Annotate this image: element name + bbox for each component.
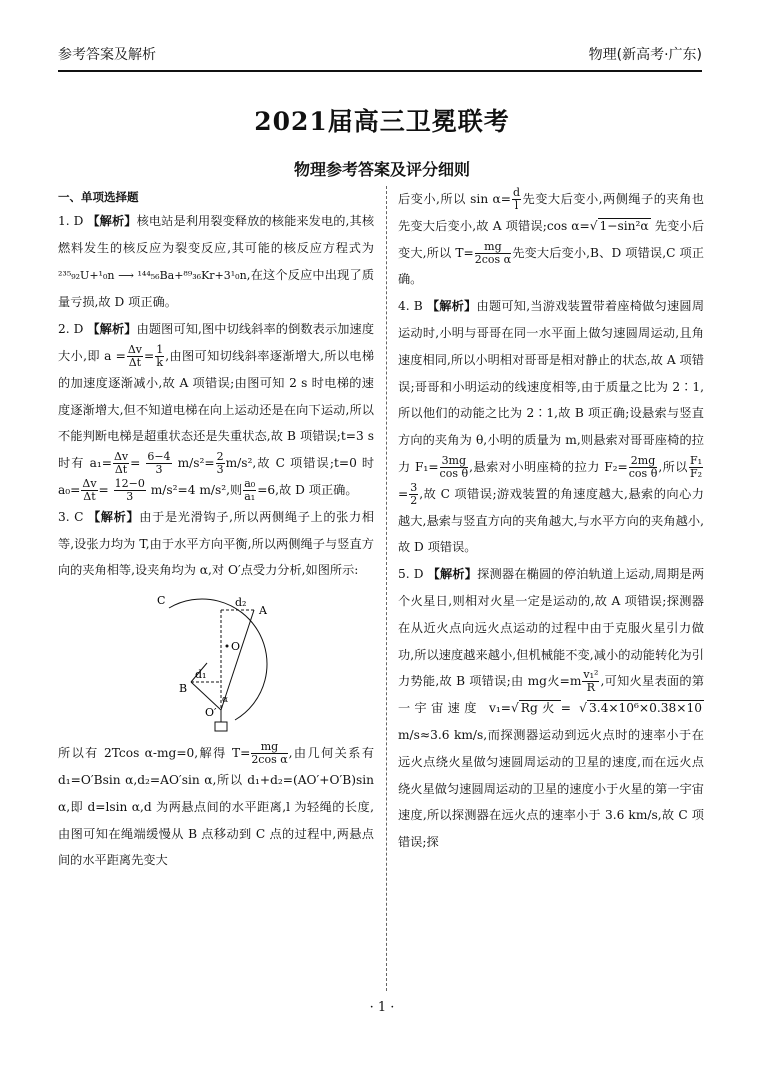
frac-den: 3 <box>155 463 163 477</box>
frac-f1-f2 <box>689 455 703 480</box>
answer-3-cont <box>58 740 374 874</box>
frac-num: d <box>512 186 521 199</box>
page-title: 2021届高三卫冕联考 <box>254 107 510 136</box>
q3c-text3: 先变小后变大,所以 T= <box>398 218 705 260</box>
frac-den: Δt <box>83 489 96 503</box>
analysis-tag: 【解析】 <box>87 509 140 524</box>
frac-mg-2cos <box>251 741 287 766</box>
frac-den: 2cos α <box>474 252 512 266</box>
center-point-o <box>226 645 229 648</box>
hanging-weight <box>215 722 227 731</box>
q2-text5: m/s²,故 C 项错误; <box>225 456 334 471</box>
header-rule <box>58 70 702 72</box>
frac-num: F₁ <box>689 453 702 467</box>
frac-dv-dt <box>81 478 97 503</box>
frac-num: 12−0 <box>114 476 145 490</box>
frac-den: 2cos α <box>251 753 288 767</box>
q2-text4: m/s²= <box>177 456 215 471</box>
frac-num: mg <box>475 241 511 254</box>
sqrt-rg: Rg火 <box>520 701 559 716</box>
frac-3mg <box>440 455 469 480</box>
frac-den: F₂ <box>689 466 702 480</box>
analysis-tag: 【解析】 <box>427 567 478 582</box>
frac-d-l <box>512 187 521 212</box>
analysis-tag: 【解析】 <box>87 214 137 228</box>
frac-1-k <box>155 344 164 369</box>
eq-sign: = <box>98 482 109 497</box>
label-o-prime: O′ <box>205 706 217 720</box>
column-divider <box>386 186 387 991</box>
right-column <box>398 186 704 856</box>
q4-number: 4. B <box>398 299 423 314</box>
frac-num: 6−4 <box>147 450 171 464</box>
eq-sign: = <box>560 701 571 716</box>
q3c-text4: 先变大后变小,B、D 项错误,C 项正确。 <box>398 245 704 287</box>
label-alpha: α <box>222 695 229 706</box>
analysis-tag: 【解析】 <box>87 322 137 337</box>
frac-num: v₁² <box>583 668 599 682</box>
frac-den: 3 <box>216 463 224 477</box>
q4-text4: ,故 C 项错误;游戏装置的角速度越大,悬索的向心力越大,悬索与竖直方向的夹角越大,与水平方向的夹角越小,故 D 项错误。 <box>398 486 704 555</box>
analysis-tag: 【解析】 <box>426 299 477 314</box>
q3-text1: 由于是光滑钩子,所以两侧绳子上的张力相等,设张力均为 T,由于水平方向平衡,所以两侧绳子与竖直方向的夹角相等,设夹角均为 α,对 O′点受力分析,如图所示: <box>58 509 375 578</box>
eq-sign: = <box>144 348 155 363</box>
frac-den: 3 <box>126 489 134 503</box>
sqrt-cos: 1−sin²α <box>599 218 649 233</box>
frac-den: k <box>156 355 164 369</box>
q1-equation: ²³⁵₉₂U+¹₀n ⟶ ¹⁴⁴₅₆Ba+⁸⁹₃₆Kr+3¹₀n <box>58 268 247 282</box>
page-number: · 1 · <box>369 1000 395 1015</box>
label-c: C <box>157 594 166 608</box>
frac-12-0 <box>114 478 146 503</box>
frac-mg-2cos <box>475 241 511 266</box>
header-right: 物理(新高考·广东) <box>588 47 702 63</box>
frac-den: Δt <box>128 355 142 369</box>
answer-3 <box>58 504 374 584</box>
answer-5: 5. D 【解析】探测器在椭圆的停泊轨道上运动,周期是两个火星日,则相对火星一定是运动的,故 A 项错误;探测器在从近火点向远火点运动的过程中由于克服火星引力做功,所以速度越来越小,但机械能不变,减小的动能转化为引力势能,故 B 项错误;由 mg火=m $\frac{\text{v₁²}}{R}$ ,可知火星表面的第一宇宙速度 v₁=√ Rg火 = √ 3.4×10⁶×0.38×10 m/s≈3.6 km/s,而探测器运动到远火点时的速率小于在远火点绕火星做匀速圆周运动的卫星的速度,而在远火点绕火星做匀速圆周运动的卫星的速度小于火星的第一宇宙速度,所以探测器在远火点的速率小于 3.6 km/s,故 C 项错误;探 <box>398 567 705 850</box>
q2-text7: m/s²=4 m/s²,则 <box>150 482 243 497</box>
label-a: A <box>259 604 267 618</box>
q4-text2: ,悬索对小明座椅的拉力 F₂= <box>469 459 628 474</box>
eq-sign: = <box>398 486 409 501</box>
q5-text3: m/s≈3.6 km/s,而探测器运动到远火点时的速率小于在远火点绕火星做匀速圆周运动的卫星的速度,而在远火点绕火星做匀速圆周运动的卫星的速度小于火星的第一宇宙速度,所以探测器在远火点的速率小于 3.6 km/s,故 C 项错误;探 <box>398 727 704 850</box>
frac-num: Δv <box>127 342 142 356</box>
q3-text2: 所以有 2Tcos α-mg=0,解得 T= <box>58 746 251 761</box>
frac-den: R <box>586 681 596 695</box>
label-o: O <box>231 640 241 654</box>
answer-1 <box>58 208 374 316</box>
frac-dv-dt <box>113 451 129 476</box>
q3-number: 3. C <box>58 509 84 524</box>
frac-den: a₁ <box>244 489 256 503</box>
q5-text1: 探测器在椭圆的停泊轨道上运动,周期是两个火星日,则相对火星一定是运动的,故 A 项错误;探测器在从近火点向远火点运动的过程中由于克服火星引力做功,所以速度越来越小,但机械能不变,减小的动能转化为引力势能,故 B 项错误;由 mg火=m <box>398 567 705 689</box>
frac-num: Δv <box>82 476 97 490</box>
q4-text3: ,所以 <box>658 459 688 474</box>
frac-2mg <box>629 455 658 480</box>
q2-text2: ,由图可知切线斜率逐渐增大,所以电梯的加速度逐渐减小,故 A 项错误;由图可知 2 s 时电梯的速度逐渐增大,但不知道电梯在向上运动还是在向下运动,所以不能判断电梯是超重状态还是失重状态,故 B 项错误; <box>58 348 375 444</box>
q1-text1: 核电站是利用裂变释放的核能来发电的,其核燃料发生的核反应为裂变反应,其可能的核反应方程式为 <box>58 214 375 255</box>
left-column <box>58 186 374 874</box>
frac-num: 3 <box>410 480 418 494</box>
section-heading: 一、单项选择题 <box>58 190 139 204</box>
q5-text2: ,可知火星表面的第一宇宙速度 v₁= <box>398 674 705 716</box>
q2-text3: t=3 s 时有 a₁= <box>58 429 374 471</box>
q3-text3: ,由几何关系有 d₁=O′Bsin α,d₂=AO′sin α,所以 d₁+d₂=(AO′+O′B)sin α,即 d=lsin α,d 为两悬点间的水平距离,l 为轻绳的长度,由图可知在绳端缓慢从 B 点移动到 C 点的过程中,两悬点间的水平距离先变大 <box>58 746 375 868</box>
frac-2-3 <box>216 451 225 476</box>
q1-text2: ,在这个反应中出现了质量亏损,故 D 项正确。 <box>58 267 375 310</box>
frac-num: 1 <box>156 342 164 356</box>
q2-text1: 由题图可知,图中切线斜率的倒数表示加速度大小,即 <box>58 322 375 363</box>
a-eq-label: a = <box>104 348 126 363</box>
sqrt-big: 3.4×10⁶×0.38×10 <box>588 701 702 716</box>
frac-num: a₀ <box>244 476 256 490</box>
force-diagram-svg <box>151 588 281 738</box>
frac-num: 3mg <box>440 455 469 468</box>
frac-dv-dt <box>127 344 143 369</box>
force-diagram <box>58 588 374 738</box>
frac-v1sq-r <box>582 669 599 694</box>
q2-text6: t=0 时 a₀= <box>58 456 375 497</box>
answer-3-right: 后变小,所以 sin α= $\frac{d}{l}$ 先变大后变小,两侧绳子的夹角也先变大后变小,故 A 项错误;cos α=√ 1−sin²α 先变小后变大,所以 T= $\frac{mg}{\text{2cos α}}$ 先变大后变小,B、D 项错误,C 项正确。 <box>398 186 705 287</box>
label-b: B <box>179 682 188 696</box>
q5-number: 5. D <box>398 567 424 582</box>
q2-number: 2. D <box>58 322 84 337</box>
frac-num: 2 <box>216 450 224 464</box>
frac-num: 2mg <box>629 455 658 468</box>
eq-sign: = <box>130 456 141 471</box>
frac-den: cos θ <box>439 466 469 480</box>
answer-4 <box>398 293 704 561</box>
q1-number: 1. D <box>58 214 84 228</box>
frac-a0-a1 <box>243 478 256 503</box>
frac-den: 2 <box>410 493 418 507</box>
header-left: 参考答案及解析 <box>58 47 156 63</box>
q4-text1: 由题可知,当游戏装置带着座椅做匀速圆周运动时,小明与哥哥在同一水平面上做匀速圆周运动,且角速度相同,所以小明相对哥哥是相对静止的状态,故 A 项错误;哥哥和小明运动的线速度相等,由于质量之比为 2∶1,所以他们的动能之比为 2∶1,故 B 项正确;设悬索与竖直方向的夹角为 θ,小明的质量为 m,则悬索对哥哥座椅的拉力 F₁= <box>398 299 705 474</box>
q3c-text1: 后变小,所以 sin α= <box>398 192 511 206</box>
frac-num: Δv <box>113 450 129 464</box>
frac-3-2 <box>409 482 418 507</box>
q3c-text2: 先变大后变小,两侧绳子的夹角也先变大后变小,故 A 项错误;cos α= <box>398 192 704 233</box>
frac-den: cos θ <box>628 466 658 480</box>
page-subtitle: 物理参考答案及评分细则 <box>293 160 470 179</box>
label-d2: d₂ <box>235 596 247 610</box>
frac-num: mg <box>251 741 287 754</box>
frac-den: Δt <box>114 463 128 477</box>
label-d1: d₁ <box>195 668 207 682</box>
frac-den: l <box>514 199 519 212</box>
answer-2 <box>58 316 374 504</box>
frac-6-4 <box>146 451 171 476</box>
q2-text8: =6,故 D 项正确。 <box>257 482 358 497</box>
arc-rail <box>169 599 267 720</box>
